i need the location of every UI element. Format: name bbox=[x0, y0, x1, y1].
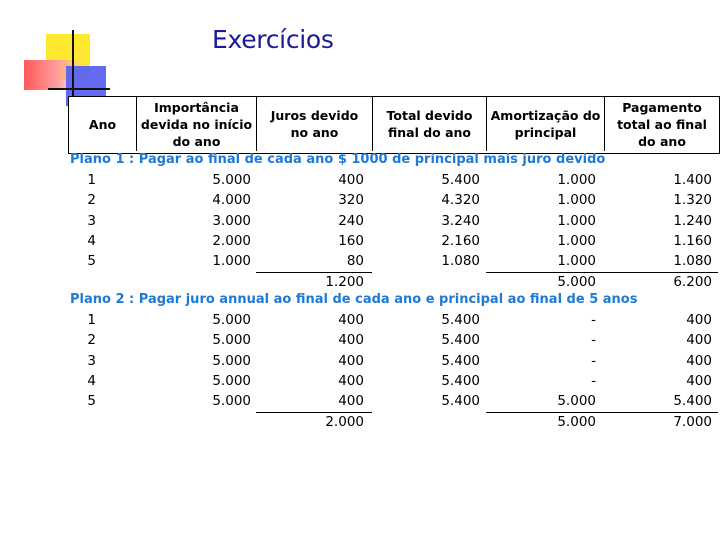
cell-ano: 4 bbox=[87, 232, 96, 249]
cell-ano: 1 bbox=[87, 312, 96, 328]
cell-ano: 3 bbox=[87, 352, 96, 369]
cell-ano: 3 bbox=[87, 212, 96, 229]
sum-rule bbox=[486, 272, 604, 274]
table-row bbox=[68, 391, 720, 411]
cell-pagamento: 1.080 bbox=[673, 253, 712, 270]
cell-juros: 240 bbox=[338, 212, 364, 229]
cell-juros: 400 bbox=[338, 352, 364, 369]
cell-pagamento: 7.000 bbox=[673, 413, 712, 430]
cell-amortizacao: - bbox=[591, 372, 596, 389]
cell-pagamento: 400 bbox=[686, 352, 712, 369]
table-header bbox=[68, 96, 720, 154]
cell-ano: 4 bbox=[87, 372, 96, 389]
cell-ano: 2 bbox=[87, 332, 96, 349]
cell-importancia: 3.000 bbox=[212, 212, 251, 229]
cell-ano: 2 bbox=[87, 192, 96, 209]
cell-amortizacao: 1.000 bbox=[557, 232, 596, 249]
cell-juros: 400 bbox=[338, 372, 364, 389]
header-pagamento: Pagamento total ao final do ano bbox=[617, 99, 707, 149]
cell-ano: 1 bbox=[87, 172, 96, 188]
cell-amortizacao: 1.000 bbox=[557, 253, 596, 270]
cell-importancia: 1.000 bbox=[212, 253, 251, 270]
header-amortizacao: Amortização do principal bbox=[487, 97, 605, 151]
cell-total-devido: 3.240 bbox=[441, 212, 480, 229]
cell-amortizacao: 1.000 bbox=[557, 212, 596, 229]
cell-importancia: 5.000 bbox=[212, 312, 251, 328]
cell-pagamento: 400 bbox=[686, 372, 712, 389]
cell-ano: 5 bbox=[87, 393, 96, 410]
table-row bbox=[68, 211, 720, 231]
sum-rule bbox=[256, 272, 372, 274]
cell-importancia: 5.000 bbox=[212, 393, 251, 410]
cell-total-devido: 1.080 bbox=[441, 253, 480, 270]
totals-row bbox=[68, 412, 720, 432]
cell-juros: 400 bbox=[338, 332, 364, 349]
cell-juros: 400 bbox=[338, 393, 364, 410]
slide-title: Exercícios bbox=[212, 25, 334, 54]
cell-amortizacao: 1.000 bbox=[557, 192, 596, 209]
cell-total-devido: 5.400 bbox=[441, 372, 480, 389]
cell-importancia: 5.000 bbox=[212, 332, 251, 349]
cell-juros: 2.000 bbox=[325, 413, 364, 430]
cell-amortizacao: - bbox=[591, 352, 596, 369]
cell-juros: 400 bbox=[338, 312, 364, 328]
header-importancia: Importância devida no início do ano bbox=[137, 97, 257, 151]
cell-total-devido: 4.320 bbox=[441, 192, 480, 209]
logo-horizontal-line bbox=[48, 88, 110, 90]
sum-rule bbox=[256, 412, 372, 414]
plan-2-title: Plano 2 : Pagar juro annual ao final de cada ano e principal ao final de 5 anos bbox=[70, 292, 638, 307]
table-row bbox=[68, 251, 720, 271]
cell-pagamento: 1.320 bbox=[673, 192, 712, 209]
sum-rule bbox=[604, 272, 718, 274]
cell-importancia: 5.000 bbox=[212, 372, 251, 389]
cell-juros: 160 bbox=[338, 232, 364, 249]
table-row bbox=[68, 170, 720, 190]
header-juros: Juros devido no ano bbox=[257, 97, 373, 151]
cell-total-devido: 5.400 bbox=[441, 332, 480, 349]
sum-rule bbox=[604, 412, 718, 414]
plan-1-title: Plano 1 : Pagar ao final de cada ano $ 1000 de principal mais juro devido bbox=[70, 152, 606, 167]
table-row bbox=[68, 371, 720, 391]
cell-juros: 1.200 bbox=[325, 273, 364, 290]
cell-importancia: 5.000 bbox=[212, 352, 251, 369]
cell-pagamento: 1.160 bbox=[673, 232, 712, 249]
cell-total-devido: 5.400 bbox=[441, 352, 480, 369]
cell-amortizacao: - bbox=[591, 332, 596, 349]
cell-amortizacao: - bbox=[591, 312, 596, 328]
cell-total-devido: 5.400 bbox=[441, 393, 480, 410]
cell-juros: 320 bbox=[338, 192, 364, 209]
cell-ano: 5 bbox=[87, 253, 96, 270]
cell-importancia: 5.000 bbox=[212, 172, 251, 188]
header-total-devido: Total devido final do ano bbox=[373, 97, 487, 151]
table-row bbox=[68, 310, 720, 330]
cell-total-devido: 5.400 bbox=[441, 172, 480, 188]
totals-row bbox=[68, 272, 720, 292]
table-row bbox=[68, 330, 720, 350]
cell-total-devido: 2.160 bbox=[441, 232, 480, 249]
cell-pagamento: 400 bbox=[686, 332, 712, 349]
sum-rule bbox=[486, 412, 604, 414]
cell-importancia: 4.000 bbox=[212, 192, 251, 209]
cell-juros: 400 bbox=[338, 172, 364, 188]
cell-juros: 80 bbox=[346, 253, 364, 270]
table-row bbox=[68, 190, 720, 210]
cell-pagamento: 1.240 bbox=[673, 212, 712, 229]
table-row bbox=[68, 231, 720, 251]
cell-amortizacao: 1.000 bbox=[557, 172, 596, 188]
table-row bbox=[68, 351, 720, 371]
cell-importancia: 2.000 bbox=[212, 232, 251, 249]
cell-pagamento: 1.400 bbox=[673, 172, 712, 188]
cell-pagamento: 400 bbox=[686, 312, 712, 328]
cell-pagamento: 6.200 bbox=[673, 273, 712, 290]
loan-table bbox=[68, 96, 720, 430]
cell-amortizacao: 5.000 bbox=[557, 413, 596, 430]
cell-amortizacao: 5.000 bbox=[557, 393, 596, 410]
cell-total-devido: 5.400 bbox=[441, 312, 480, 328]
cell-pagamento: 5.400 bbox=[673, 393, 712, 410]
header-ano: Ano bbox=[69, 97, 137, 151]
cell-amortizacao: 5.000 bbox=[557, 273, 596, 290]
